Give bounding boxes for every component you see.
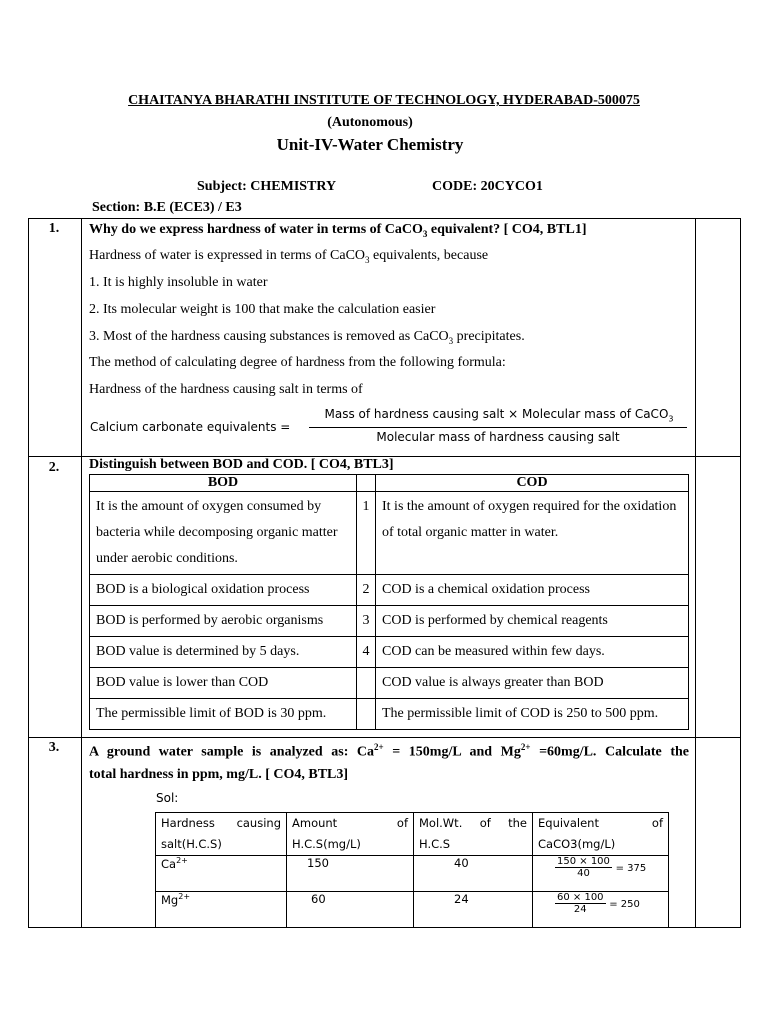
bod-cell: BOD is a biological oxidation process [90,575,357,606]
table-row [90,575,689,606]
question-number: 1. [48,221,60,236]
table-row [90,492,689,575]
grid-line-left [28,218,29,928]
salt-cell: $Ca^{2+}$ [156,856,287,892]
formula-numerator: Mass of hardness causing salt × Molecular mass of CaCO$_3$ [324,407,674,424]
column-header-cod: COD [376,475,689,492]
table-row [156,892,669,928]
table-row [90,668,689,699]
bod-cell: BOD is performed by aerobic organisms [90,606,357,637]
unit-title: Unit-IV-Water Chemistry [276,135,464,154]
row-number [357,668,376,699]
table-row [90,637,689,668]
cod-cell: COD value is always greater than BOD [376,668,689,699]
code-label: CODE: 20CYCO1 [432,179,543,194]
header-cell: Mol.Wt. of the H.C.S [414,813,533,856]
row-number: 4 [357,637,376,668]
question-number: 2. [48,460,60,475]
molwt-cell: 40 [414,856,533,892]
section-label: Section: B.E (ECE3) / E3 [92,200,242,215]
table-row [90,699,689,730]
subject-label: Subject: CHEMISTRY [197,179,337,194]
bod-cell: BOD value is lower than COD [90,668,357,699]
header-cell: Equivalent of CaCO3(mg/L) [533,813,669,856]
bod-cell: The permissible limit of BOD is 30 ppm. [90,699,357,730]
bod-cell: It is the amount of oxygen consumed by bacteria while decomposing organic matter under aerobic conditions. [90,492,357,575]
question-1-text: Why do we express hardness of water in terms of CaCO$_3$ equivalent? [ CO4, BTL1] [89,222,587,239]
row-number: 2 [357,575,376,606]
solution-label: Sol: [156,791,179,805]
cod-cell: COD is performed by chemical reagents [376,606,689,637]
salt-cell: $Mg^{2+}$ [156,892,287,928]
fraction-bar [309,427,687,428]
cod-cell: COD can be measured within few days. [376,637,689,668]
molwt-cell: 24 [414,892,533,928]
table-row [90,606,689,637]
bod-cod-table [89,474,689,730]
question-number: 3. [48,740,60,755]
equivalent-cell: $\frac{60 \times 100}{24}$ = 250 [533,892,669,928]
cod-cell: It is the amount of oxygen required for the oxidation of total organic matter in water. [376,492,689,575]
hardness-calc-table [155,812,669,928]
autonomous-label: (Autonomous) [327,115,413,130]
grid-line-maincol [695,218,696,928]
grid-line-numcol [81,218,82,928]
answer-line: 1. It is highly insoluble in water [89,275,268,290]
row-number: 3 [357,606,376,637]
row-number [357,699,376,730]
question-3-line1: A ground water sample is analyzed as: $Ca^{2+} = 150mg/L$ and $Mg^{2+} =60mg/L$. Calculate the [89,742,690,760]
answer-line: Hardness of water is expressed in terms of CaCO$_3$ equivalents, because [89,248,489,265]
question-3-line2: total hardness in ppm, mg/L. [ CO4, BTL3] [89,767,349,782]
column-header-num [357,475,376,492]
bod-cell: BOD value is determined by 5 days. [90,637,357,668]
amount-cell: 150 [287,856,414,892]
header-cell: Hardness causing salt(H.C.S) [156,813,287,856]
answer-line: The method of calculating degree of hardness from the following formula: [89,355,506,370]
cod-cell: The permissible limit of COD is 250 to 500 ppm. [376,699,689,730]
equivalent-cell: $\frac{150 \times 100}{40}$ = 375 [533,856,669,892]
question-2-text: Distinguish between BOD and COD. [ CO4, BTL3] [89,457,394,472]
formula-denominator: Molecular mass of hardness causing salt [376,430,620,444]
grid-line-right [740,218,741,928]
answer-line: 3. Most of the hardness causing substances is removed as CaCO$_3$ precipitates. [89,329,525,346]
formula-lhs: Calcium carbonate equivalents = [90,420,291,434]
cod-cell: COD is a chemical oxidation process [376,575,689,606]
table-header-row [156,813,669,856]
amount-cell: 60 [287,892,414,928]
institute-title: CHAITANYA BHARATHI INSTITUTE OF TECHNOLOGY, HYDERABAD-500075 [128,93,640,108]
answer-line: 2. Its molecular weight is 100 that make the calculation easier [89,302,436,317]
answer-line: Hardness of the hardness causing salt in terms of [89,382,363,397]
header-cell: Amount of H.C.S(mg/L) [287,813,414,856]
row-number: 1 [357,492,376,575]
table-row [156,856,669,892]
column-header-bod: BOD [90,475,357,492]
